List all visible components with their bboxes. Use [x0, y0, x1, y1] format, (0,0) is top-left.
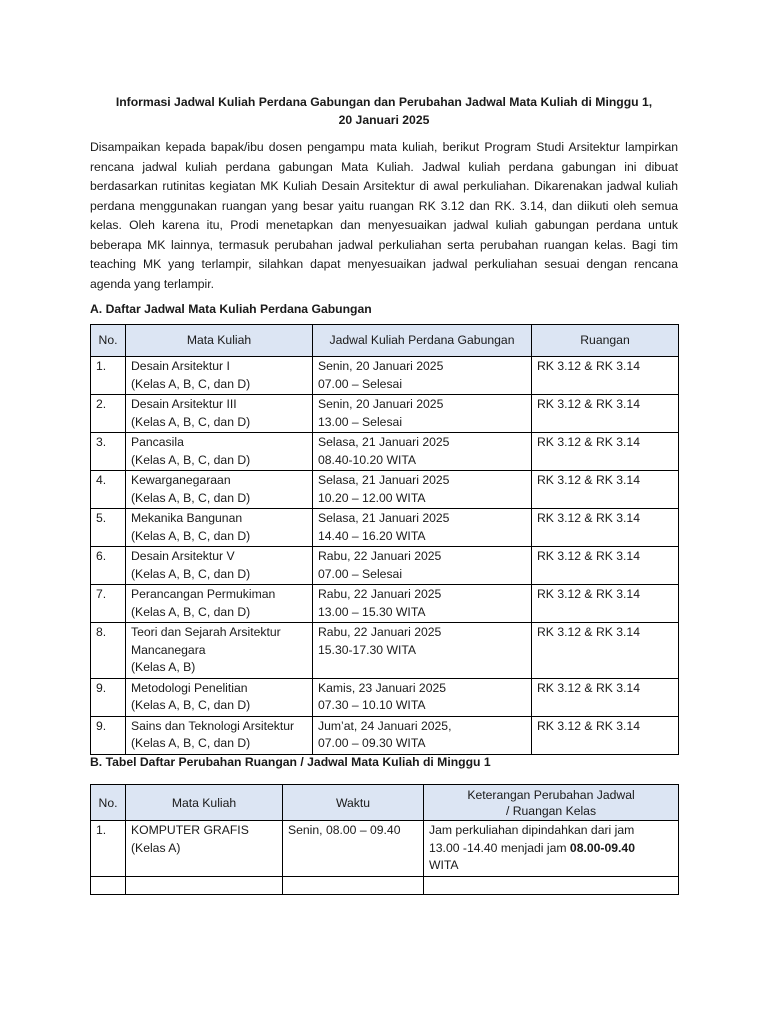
mk-line: (Kelas A, B, C, dan D): [131, 604, 251, 619]
table-row: [91, 395, 679, 433]
cell-jadwal: [313, 395, 532, 433]
table-row: [91, 821, 679, 877]
cell-mata-kuliah: [126, 678, 313, 716]
header-keterangan-line2: / Ruangan Kelas: [505, 803, 597, 818]
cell-jadwal: [313, 585, 532, 623]
table-row: [91, 585, 679, 623]
keterangan-line2: [429, 840, 673, 858]
cell-mata-kuliah: [126, 547, 313, 585]
mk-line: (Kelas A, B, C, dan D): [131, 528, 251, 543]
cell-no: 9.: [91, 678, 126, 716]
header-waktu: Waktu: [283, 785, 424, 821]
mk-line: (Kelas A, B, C, dan D): [131, 566, 251, 581]
mk-line: (Kelas A, B, C, dan D): [131, 490, 251, 505]
table-row-empty: [91, 876, 679, 894]
cell-no: 4.: [91, 471, 126, 509]
table-row: [91, 357, 679, 395]
cell-empty: [91, 876, 126, 894]
jadwal-line: Senin, 20 Januari 2025: [318, 397, 444, 411]
mk-line: (Kelas A, B, C, dan D): [131, 698, 251, 712]
cell-ruangan: RK 3.12 & RK 3.14: [532, 509, 679, 547]
cell-jadwal: [313, 433, 532, 471]
cell-no: 2.: [91, 395, 126, 433]
cell-jadwal: [313, 509, 532, 547]
keterangan-line1: Jam perkuliahan dipindahkan dari jam: [429, 823, 635, 837]
header-jadwal: Jadwal Kuliah Perdana Gabungan: [313, 325, 532, 357]
cell-ruangan: RK 3.12 & RK 3.14: [532, 433, 679, 471]
jadwal-line: Jum’at, 24 Januari 2025,: [318, 718, 452, 733]
header-keterangan: [424, 785, 679, 821]
cell-empty: [283, 876, 424, 894]
mk-line: (Kelas A, B): [131, 660, 196, 674]
cell-mata-kuliah: [126, 509, 313, 547]
mk-class: (Kelas A): [131, 840, 181, 855]
header-keterangan-line1: Keterangan Perubahan Jadwal: [467, 787, 635, 802]
jadwal-line: Kamis, 23 Januari 2025: [318, 680, 447, 695]
cell-no: 5.: [91, 509, 126, 547]
jadwal-line: 10.20 – 12.00 WITA: [318, 490, 426, 505]
cell-no: 6.: [91, 547, 126, 585]
jadwal-line: 15.30-17.30 WITA: [318, 642, 416, 657]
cell-mata-kuliah: [126, 585, 313, 623]
cell-jadwal: [313, 547, 532, 585]
cell-ruangan: RK 3.12 & RK 3.14: [532, 547, 679, 585]
jadwal-line: Selasa, 21 Januari 2025: [318, 473, 450, 487]
cell-keterangan: [424, 821, 679, 877]
header-no: No.: [91, 325, 126, 357]
cell-ruangan: RK 3.12 & RK 3.14: [532, 623, 679, 679]
keterangan-bold-time: 08.00-09.40: [569, 840, 635, 855]
jadwal-line: 08.40-10.20 WITA: [318, 452, 416, 467]
jadwal-line: Rabu, 22 Januari 2025: [318, 549, 442, 563]
cell-ruangan: RK 3.12 & RK 3.14: [532, 585, 679, 623]
section-b-title: B. Tabel Daftar Perubahan Ruangan / Jadwal Mata Kuliah di Minggu 1: [90, 755, 491, 769]
jadwal-line: 13.00 – 15.30 WITA: [318, 604, 426, 619]
table-row: [91, 547, 679, 585]
cell-ruangan: RK 3.12 & RK 3.14: [532, 357, 679, 395]
jadwal-line: 13.00 – Selesai: [318, 414, 403, 429]
table-row: [91, 509, 679, 547]
header-no: No.: [91, 785, 126, 821]
keterangan-prefix: 13.00 -14.40 menjadi jam: [429, 840, 570, 855]
table-row: [91, 433, 679, 471]
cell-ruangan: RK 3.12 & RK 3.14: [532, 678, 679, 716]
table-row: [91, 678, 679, 716]
mk-line: Teori dan Sejarah Arsitektur: [131, 625, 281, 639]
jadwal-line: 07.00 – 09.30 WITA: [318, 736, 426, 750]
intro-paragraph: Disampaikan kepada bapak/ibu dosen pengampu mata kuliah, berikut Program Studi Arsitektur lampirkan rencana jadwal kuliah perdana gabungan Mata Kuliah. Jadwal kuliah perdana gabungan ini dibuat berdasarkan rutinitas kegiatan MK Kuliah Desain Arsitektur di awal perkuliahan. Dikarenakan jadwal kuliah perdana menggunakan ruangan yang besar yaitu ruangan RK 3.12 dan RK. 3.14, dan diikuti oleh semua kelas. Oleh karena itu, Prodi menetapkan dan menyesuaikan jadwal kuliah gabungan perdana untuk beberapa MK lainnya, termasuk perubahan jadwal perkuliahan serta perubahan ruangan kelas. Bagi tim teaching MK yang terlampir, silahkan dapat menyesuaikan jadwal perkuliahan sesuai dengan rencana agenda yang terlampir.: [90, 140, 678, 291]
table-header-row: [91, 325, 679, 357]
table-row: [91, 716, 679, 754]
mk-line: (Kelas A, B, C, dan D): [131, 376, 251, 391]
mk-name: KOMPUTER GRAFIS: [131, 823, 249, 837]
cell-ruangan: RK 3.12 & RK 3.14: [532, 395, 679, 433]
cell-mata-kuliah: [126, 471, 313, 509]
mk-line: Perancangan Permukiman: [131, 587, 276, 601]
jadwal-line: Rabu, 22 Januari 2025: [318, 587, 442, 601]
header-mata-kuliah: Mata Kuliah: [126, 325, 313, 357]
mk-line: Kewarganegaraan: [131, 473, 231, 487]
cell-no: 8.: [91, 623, 126, 679]
cell-no: 9.: [91, 716, 126, 754]
keterangan-line3: WITA: [429, 858, 459, 872]
mk-line: Desain Arsitektur III: [131, 397, 237, 411]
cell-mata-kuliah: [126, 716, 313, 754]
mk-line: Pancasila: [131, 435, 184, 449]
title-line-2: 20 Januari 2025: [338, 113, 430, 127]
mk-line: Desain Arsitektur V: [131, 549, 235, 563]
schedule-table: [90, 324, 679, 755]
table-row: [91, 471, 679, 509]
jadwal-line: 14.40 – 16.20 WITA: [318, 528, 426, 543]
mk-line: Metodologi Penelitian: [131, 680, 248, 695]
cell-empty: [126, 876, 283, 894]
title-line-1: Informasi Jadwal Kuliah Perdana Gabungan dan Perubahan Jadwal Mata Kuliah di Minggu 1,: [115, 95, 653, 109]
mk-line: Sains dan Teknologi Arsitektur: [131, 718, 295, 733]
mk-line: (Kelas A, B, C, dan D): [131, 736, 251, 750]
jadwal-line: 07.30 – 10.10 WITA: [318, 698, 426, 712]
jadwal-line: Selasa, 21 Januari 2025: [318, 511, 450, 525]
changes-table: [90, 784, 679, 895]
header-mata-kuliah: Mata Kuliah: [126, 785, 283, 821]
jadwal-line: Senin, 20 Januari 2025: [318, 359, 444, 373]
cell-jadwal: [313, 716, 532, 754]
schedule-table-body: [91, 357, 679, 755]
cell-ruangan: RK 3.12 & RK 3.14: [532, 471, 679, 509]
cell-jadwal: [313, 623, 532, 679]
cell-mata-kuliah: [126, 357, 313, 395]
table-row: [91, 623, 679, 679]
cell-ruangan: RK 3.12 & RK 3.14: [532, 716, 679, 754]
cell-waktu: Senin, 08.00 – 09.40: [283, 821, 424, 877]
cell-no: 1.: [91, 821, 126, 877]
mk-line: Mancanegara: [131, 642, 206, 657]
cell-jadwal: [313, 357, 532, 395]
jadwal-line: 07.00 – Selesai: [318, 376, 403, 391]
cell-jadwal: [313, 471, 532, 509]
cell-mata-kuliah: [126, 623, 313, 679]
cell-jadwal: [313, 678, 532, 716]
document-title: [90, 93, 678, 129]
cell-mata-kuliah: [126, 821, 283, 877]
mk-line: (Kelas A, B, C, dan D): [131, 452, 251, 467]
section-a-title: A. Daftar Jadwal Mata Kuliah Perdana Gabungan: [90, 302, 372, 316]
cell-mata-kuliah: [126, 433, 313, 471]
cell-no: 3.: [91, 433, 126, 471]
cell-no: 1.: [91, 357, 126, 395]
jadwal-line: Selasa, 21 Januari 2025: [318, 435, 450, 449]
cell-empty: [424, 876, 679, 894]
mk-line: Desain Arsitektur I: [131, 359, 230, 373]
cell-no: 7.: [91, 585, 126, 623]
mk-line: Mekanika Bangunan: [131, 511, 243, 525]
cell-mata-kuliah: [126, 395, 313, 433]
jadwal-line: Rabu, 22 Januari 2025: [318, 625, 442, 639]
jadwal-line: 07.00 – Selesai: [318, 566, 403, 581]
mk-line: (Kelas A, B, C, dan D): [131, 414, 251, 429]
table-header-row: [91, 785, 679, 821]
header-ruangan: Ruangan: [532, 325, 679, 357]
